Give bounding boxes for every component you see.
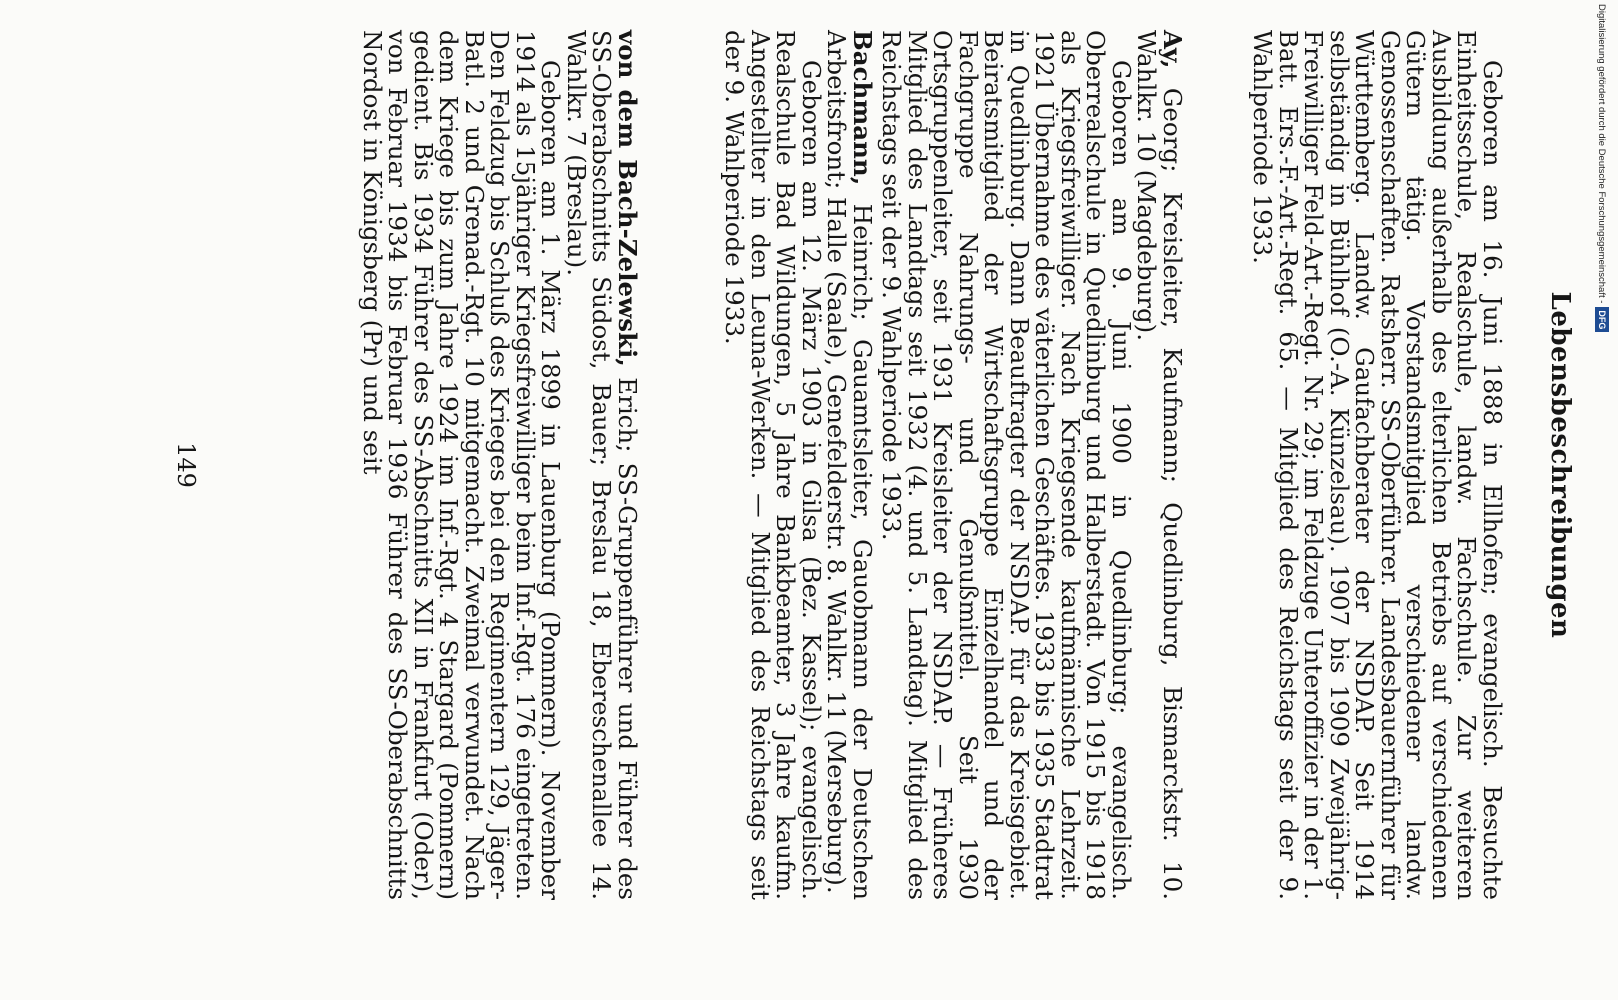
entry-header-text: Heinrich; Gauamtsleiter, Gauobmann der Deutschen Arbeitsfront; Halle (Saale), Genefelderstr. 8. Wahlkr. 11 (Merseburg). <box>822 30 877 900</box>
entry-header <box>564 30 641 900</box>
entry-header <box>1134 30 1185 900</box>
entry-paragraph: Geboren am 1. März 1899 in Lauenburg (Pommern). November 1914 als 15jähriger Kriegsfreiwilliger beim Inf.-Rgt. 176 eingetreten. Den Feldzug bis Schluß des Krieges bei den Regimentern 129, Jäger-Batl. 2 und Grenad.-Rgt. 10 mitgemacht. Zweimal verwundet. Nach dem Kriege bis zum Jahre 1924 im Inf.-Rgt. 4 Stargard (Pommern) gedient. Bis 1934 Führer des SS-Abschnitts XII in Frankfurt (Oder), von Februar 1934 bis Februar 1936 Führer des SS-Oberabschnitts Nordost in Königsberg (Pr) und seit <box>358 30 566 900</box>
dfg-logo: DFG <box>1595 307 1609 332</box>
biography-entry-ay <box>879 30 1185 900</box>
dfg-credit-text: Digitalisierung gefördert durch die Deutsche Forschungsgemeinschaft - <box>1596 4 1607 304</box>
entry-header <box>824 30 875 900</box>
entry-paragraph: Geboren am 12. März 1903 in Gilsa (Bez. Kassel); evangelisch. Realschule Bad Wildungen, 5 Jahre Bankbeamter, 3 Jahre kaufm. Angestellter in den Leuna-Werken. — Mitglied des Reichstags seit der 9. Wahlperiode 1933. <box>720 30 826 900</box>
page-title: Lebensbeschreibungen <box>1545 291 1575 639</box>
entry-name: Bachmann, <box>848 30 877 186</box>
entry-paragraph: Geboren am 16. Juni 1888 in Ellhofen; evangelisch. Besuchte Einheitsschule, Realschule, landw. Fachschule. Zur weiteren Ausbildung außerhalb des elterlichen Betriebs auf verschiedenen Gütern tätig. Vorstandsmitglied verschiedener landw. Genossenschaften. Ratsherr. SS-Oberführer. Landesbauernführer für Württemberg. Landw. Gaufachberater der NSDAP. Seit 1914 selbständig in Bühlhof (O.-A. Künzelsau). 1907 bis 1909 Zweijährig-Freiwilliger Feld-Art.-Regt. Nr. 29; im Feldzuge Unteroffizier in der 1. Batt. Ers.-F.-Art.-Regt. 65. — Mitglied des Reichstags seit der 9. Wahlperiode 1933. <box>1248 30 1507 900</box>
entry-paragraph: Geboren am 9. Juni 1900 in Quedlinburg; evangelisch. Oberrealschule in Quedlinburg und Halberstadt. Von 1915 bis 1918 als Kriegsfreiwilliger. Nach Kriegsende kaufmännische Lehrzeit. 1921 Übernahme des väterlichen Geschäftes. 1933 bis 1935 Stadtrat in Quedlinburg. Dann Beauftragter der NSDAP. für das Kreisgebiet. Beiratsmitglied der Wirtschaftsgruppe Einzelhandel und der Fachgruppe Nahrungs- und Genußmittel. Seit 1930 Ortsgruppenleiter, seit 1931 Kreisleiter der NSDAP. — Früheres Mitglied des Landtags seit 1932 (4. und 5. Landtag). Mitglied des Reichstags seit der 9. Wahlperiode 1933. <box>877 30 1136 900</box>
entry-header-text: Georg; Kreisleiter, Kaufmann; Quedlinburg, Bismarckstr. 10. Wahlkr. 10 (Magdeburg). <box>1132 30 1187 900</box>
biography-entry-bach-zelewski <box>360 30 641 900</box>
entry-header-text: Erich; SS-Gruppenführer und Führer des SS-Oberabschnitts Südost, Bauer; Breslau 18, Ebereschenallee 14. Wahlkr. 7 (Breslau). <box>562 30 642 901</box>
page-number: 149 <box>172 442 200 488</box>
dfg-credit <box>1588 4 1614 704</box>
entry-name: Ay, <box>1158 30 1187 69</box>
document-page <box>145 30 1585 900</box>
biography-entry-1 <box>1250 30 1505 900</box>
biography-entry-bachmann <box>722 30 875 900</box>
entry-name: von dem Bach-Zelewski, <box>613 30 642 367</box>
